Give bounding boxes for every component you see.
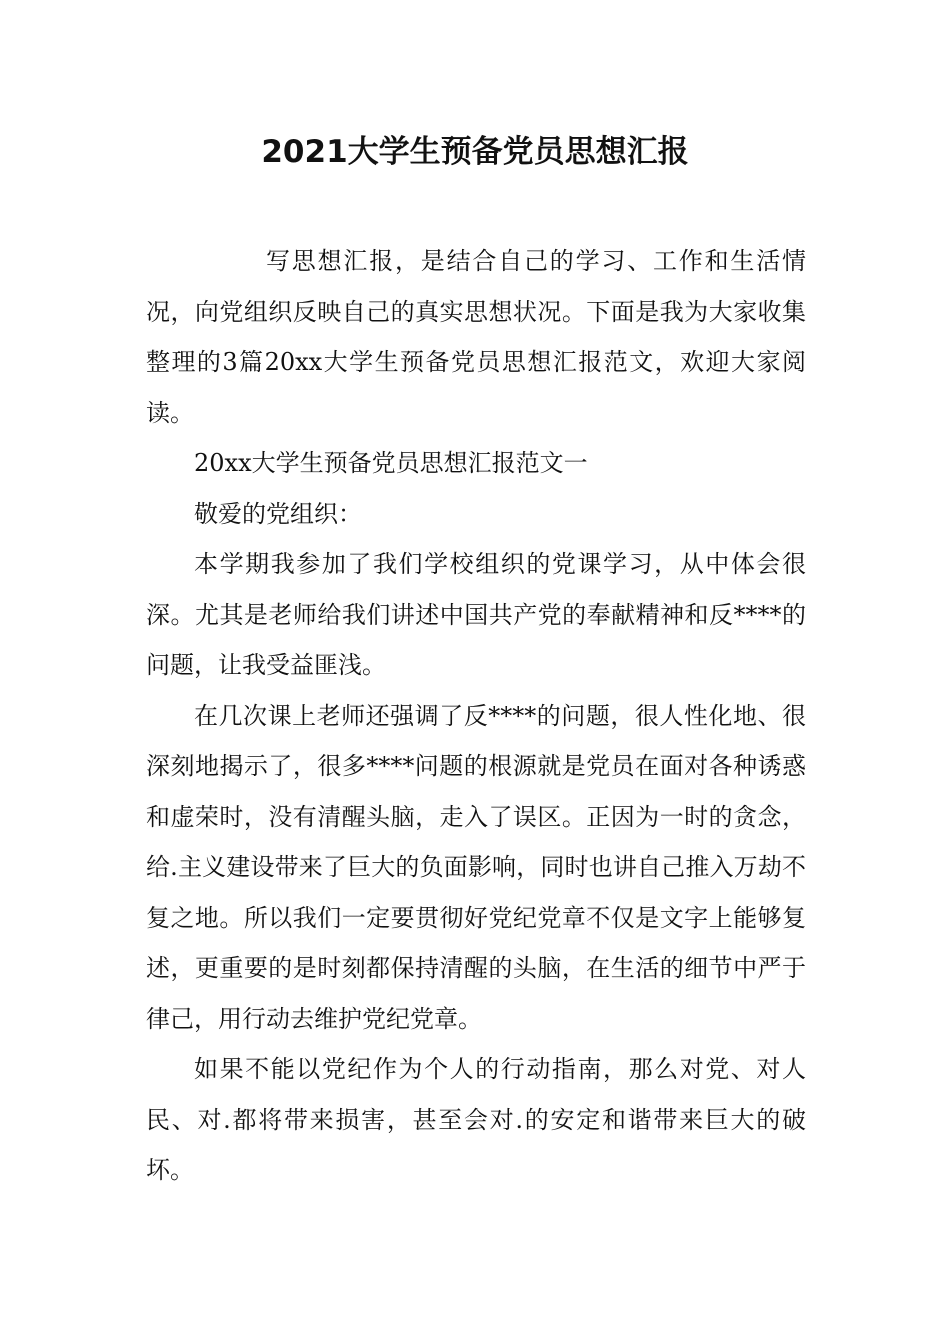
paragraph-salutation: 敬爱的党组织： — [194, 499, 362, 528]
paragraph-body-1: 本学期我参加了我们学校组织的党课学习，从中体会很深。尤其是老师给我们讲述中国共产党的奉献精神和反****的问题，让我受益匪浅。 — [146, 550, 806, 679]
paragraph-essay-heading: 20xx大学生预备党员思想汇报范文一 — [194, 449, 588, 477]
document-body — [146, 236, 806, 1196]
page-title: 2021大学生预备党员思想汇报 — [261, 134, 689, 170]
paragraph-body-3: 如果不能以党纪作为个人的行动指南，那么对党、对人民、对.都将带来损害，甚至会对.的安定和谐带来巨大的破坏。 — [146, 1055, 806, 1184]
paragraph-body-2: 在几次课上老师还强调了反****的问题，很人性化地、很深刻地揭示了，很多****问题的根源就是党员在面对各种诱惑和虚荣时，没有清醒头脑，走入了误区。正因为一时的贪念，给.主义建设带来了巨大的负面影响，同时也讲自己推入万劫不复之地。所以我们一定要贯彻好党纪党章不仅是文字上能够复述，更重要的是时刻都保持清醒的头脑，在生活的细节中严于律己，用行动去维护党纪党章。 — [146, 701, 806, 1033]
paragraph-intro: 写思想汇报，是结合自己的学习、工作和生活情况，向党组织反映自己的真实思想状况。下面是我为大家收集整理的3篇20xx大学生预备党员思想汇报范文，欢迎大家阅读。 — [146, 247, 806, 427]
